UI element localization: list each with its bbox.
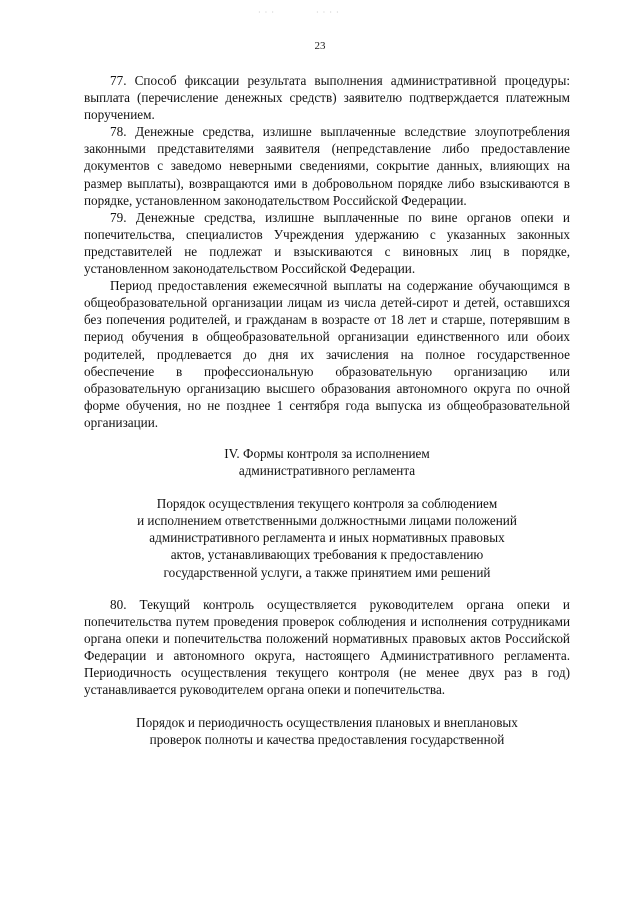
current-control-heading-line: Порядок осуществления текущего контроля за соблюдением bbox=[156, 496, 498, 512]
paragraph-77: 77. Способ фиксации результата выполнения административной процедуры: выплата (перечисление денежных средств) заявителю подтверждается платежным поручением. bbox=[84, 73, 570, 123]
paragraph-79: 79. Денежные средства, излишне выплаченные по вине органов опеки и попечительства, специалистов Учреждения удержанию с указанных законных представителей не подлежат и взыскиваются с виновных лиц в порядке, установленном законодательством Российской Федерации. bbox=[84, 209, 570, 277]
planned-checks-heading-line: Порядок и периодичность осуществления плановых и внеплановых bbox=[136, 715, 518, 731]
current-control-heading-line: актов, устанавливающих требования к предоставлению bbox=[170, 547, 484, 563]
current-control-heading-line: и исполнением ответственными должностными лицами положений bbox=[137, 513, 517, 529]
planned-checks-heading bbox=[84, 714, 570, 748]
scan-artifact: · · · bbox=[258, 8, 275, 17]
paragraph-80: 80. Текущий контроль осуществляется руководителем органа опеки и попечительства путем проведения проверок соблюдения и исполнения сотрудниками органа опеки и попечительства положений нормативных правовых актов Российской Федерации и автономного округа, настоящего Административного регламента. Периодичность осуществления текущего контроля (не менее двух раз в год) устанавливается руководителем органа опеки и попечительства. bbox=[84, 596, 570, 698]
scan-artifact: · · · · bbox=[316, 8, 340, 17]
section-iv-heading bbox=[84, 445, 570, 479]
page-number: 23 bbox=[314, 40, 326, 52]
current-control-heading bbox=[84, 495, 570, 580]
paragraph-period: Период предоставления ежемесячной выплаты на содержание обучающимся в общеобразовательной организации лицам из числа детей-сирот и детей, оставшихся без попечения родителей, и гражданам в возрасте от 18 лет и старше, потерявшим в период обучения в общеобразовательной организации единственного или обоих родителей, продлевается до дня их зачисления на полное государственное обеспечение в профессиональную образовательную организацию или образовательную организацию высшего образования автономного округа по очной форме обучения, но не позднее 1 сентября года выпуска из общеобразовательной организации. bbox=[84, 278, 570, 430]
planned-checks-heading-line: проверок полноты и качества предоставления государственной bbox=[149, 732, 505, 748]
current-control-heading-line: административного регламента и иных нормативных правовых bbox=[149, 530, 505, 546]
paragraph-78: 78. Денежные средства, излишне выплаченные вследствие злоупотребления законными представителями заявителя (непредставление либо предоставление документов с заведомо неверными сведениями, сокрытие данных, влияющих на размер выплаты), возвращаются ими в добровольном порядке либо взыскиваются в порядке, установленном законодательством Российской Федерации. bbox=[84, 124, 570, 208]
document-body bbox=[84, 72, 570, 748]
section-iv-heading-line: административного регламента bbox=[238, 463, 416, 479]
current-control-heading-line: государственной услуги, а также принятием ими решений bbox=[163, 564, 491, 580]
section-iv-heading-line: IV. Формы контроля за исполнением bbox=[224, 445, 430, 461]
